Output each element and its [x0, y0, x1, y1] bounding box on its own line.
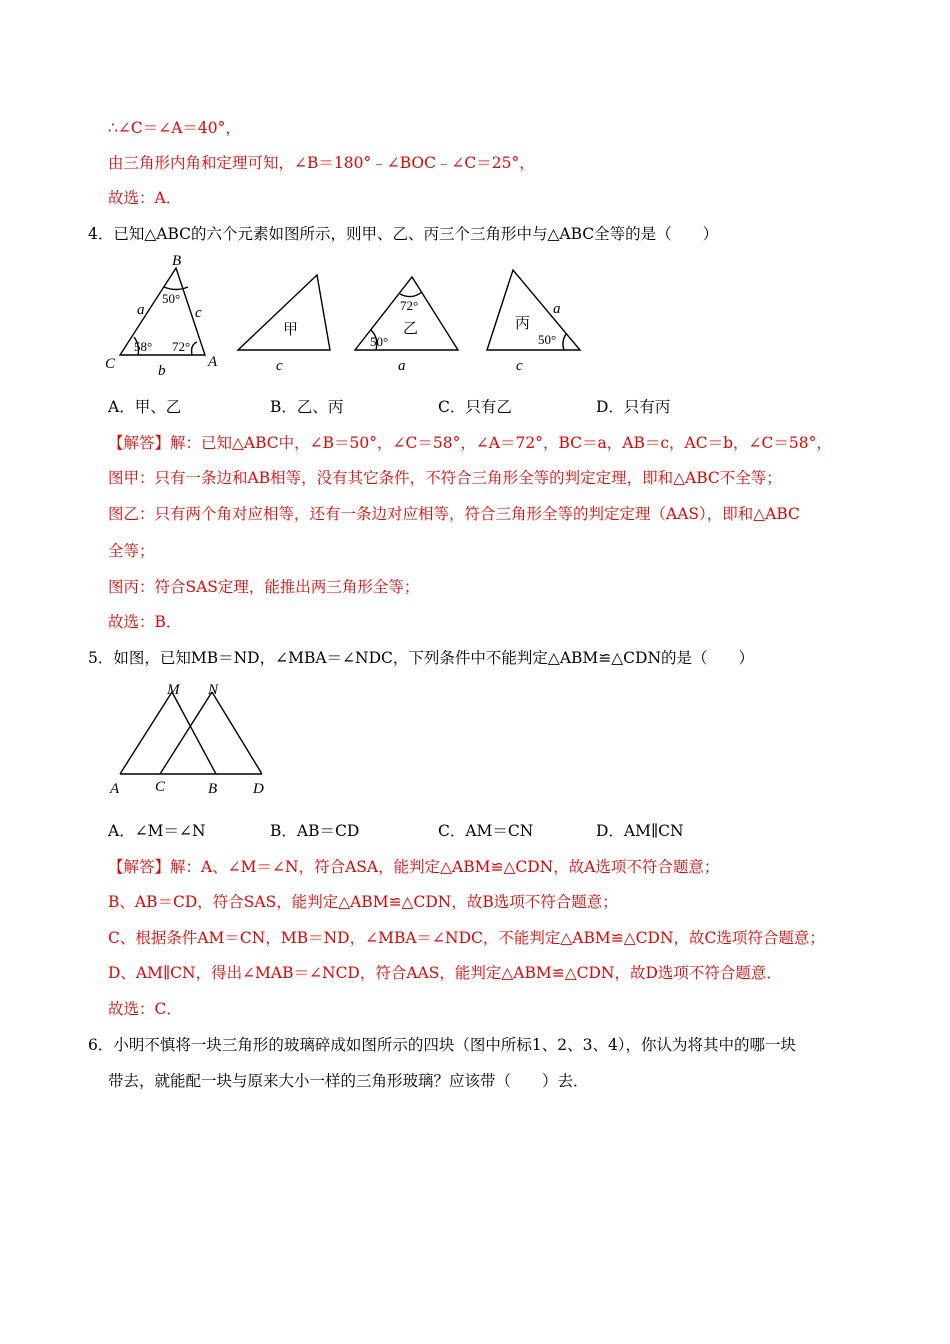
q4-answer-line-1: 【解答】解：已知△ABC中，∠B＝50°，∠C＝58°，∠A＝72°，BC＝a，AB＝c，AC＝b，∠C＝58°， [108, 434, 832, 452]
q5-option-d: D．AM∥CN [596, 822, 684, 840]
label-angle-c: 58° [134, 339, 153, 354]
label-bing: 丙 [515, 316, 531, 332]
q5-answer-line-2: B、AB＝CD，符合SAS，能判定△ABM≌△CDN，故B选项不符合题意； [108, 893, 618, 911]
prev-solution-line-3: 故选：A． [108, 189, 182, 207]
label-yi-angle-top: 72° [400, 298, 419, 313]
label-m: M [167, 682, 180, 698]
label-b: B [208, 781, 218, 797]
q4-stem: 4．已知△ABC的六个元素如图所示，则甲、乙、丙三个三角形中与△ABC全等的是（ ） [88, 225, 719, 243]
q4-option-d: D．只有丙 [596, 398, 671, 416]
label-side-a: a [137, 302, 145, 318]
label-d: D [253, 781, 264, 797]
q5-triangles [120, 692, 262, 774]
label-bing-side-a: a [553, 301, 561, 317]
label-jia: 甲 [283, 322, 299, 338]
q4-answer-line-6: 故选：B． [108, 613, 182, 631]
prev-solution-line-2: 由三角形内角和定理可知，∠B＝180°﹣∠BOC﹣∠C＝25°， [108, 154, 535, 172]
q4-option-b: B．乙、丙 [270, 398, 344, 416]
q5-stem: 5．如图，已知MB＝ND，∠MBA＝∠NDC，下列条件中不能判定△ABM≌△CDN的是（ ） [88, 649, 755, 667]
q4-option-a: A．甲、乙 [108, 398, 182, 416]
q6-stem-line-2: 带去，就能配一块与原来大小一样的三角形玻璃？应该带（ ）去． [108, 1072, 589, 1090]
label-yi: 乙 [403, 321, 419, 337]
q5-answer-line-5: 故选：C． [108, 1000, 182, 1018]
label-angle-b: 50° [162, 291, 181, 306]
label-side-b: b [158, 363, 166, 379]
q4-option-c: C．只有乙 [438, 398, 512, 416]
q4-figure [100, 250, 600, 380]
q4-answer-line-3: 图乙：只有两个角对应相等，还有一条边对应相等，符合三角形全等的判定定理（AAS），即和△ABC [108, 505, 800, 523]
q4-answer-line-5: 图丙：符合SAS定理，能推出两三角形全等； [108, 578, 420, 596]
label-vertex-c: C [105, 356, 116, 372]
label-c: C [155, 779, 166, 795]
q6-stem-line-1: 6．小明不慎将一块三角形的玻璃碎成如图所示的四块（图中所标1、2、3、4），你认为将其中的哪一块 [88, 1036, 797, 1054]
label-vertex-b: B [172, 253, 182, 269]
label-bing-angle: 50° [538, 332, 557, 347]
triangle-abc [120, 268, 205, 355]
label-vertex-a: A [208, 354, 218, 370]
q4-answer-line-2: 图甲：只有一条边和AB相等，没有其它条件，不符合三角形全等的判定定理，即和△ABC不全等； [108, 469, 782, 487]
prev-solution-line-1: ∴∠C＝∠A＝40°， [108, 119, 241, 137]
triangle-bing [487, 270, 580, 350]
label-yi-angle-left: 50° [370, 334, 389, 349]
q4-answer-line-4: 全等； [108, 542, 155, 560]
q5-answer-line-3: C、根据条件AM＝CN，MB＝ND，∠MBA＝∠NDC，不能判定△ABM≌△CDN，故C选项符合题意； [108, 929, 825, 947]
triangle-jia [238, 275, 330, 350]
label-yi-side: a [398, 358, 406, 374]
q5-answer-line-1: 【解答】解：A、∠M＝∠N，符合ASA，能判定△ABM≌△CDN，故A选项不符合题意； [108, 858, 720, 876]
label-a: A [110, 781, 120, 797]
q5-answer-line-4: D、AM∥CN，得出∠MAB＝∠NCD，符合AAS，能判定△ABM≌△CDN，故D选项不符合题意． [108, 964, 782, 982]
q5-option-c: C．AM＝CN [438, 822, 534, 840]
label-angle-a: 72° [172, 339, 191, 354]
q5-option-a: A．∠M＝∠N [108, 822, 206, 840]
label-bing-side-c: c [516, 358, 523, 374]
label-n: N [208, 682, 219, 698]
q5-figure [100, 672, 280, 802]
q5-option-b: B．AB＝CD [270, 822, 360, 840]
label-jia-side: c [276, 358, 283, 374]
label-side-c: c [195, 305, 202, 321]
